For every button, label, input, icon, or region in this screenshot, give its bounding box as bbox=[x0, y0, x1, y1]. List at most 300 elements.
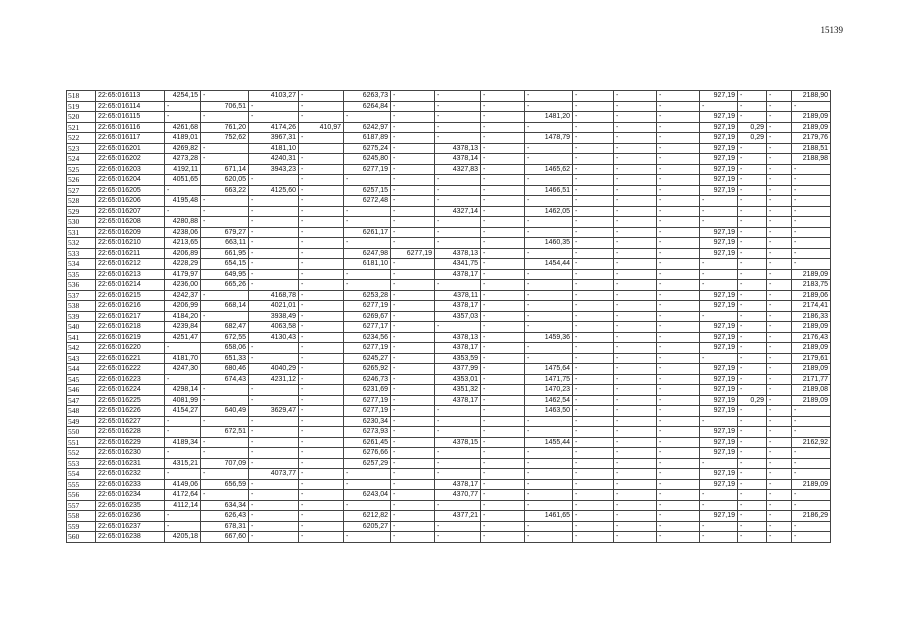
value-cell: 2171,77 bbox=[792, 374, 831, 385]
value-cell: 6187,89 bbox=[344, 133, 391, 144]
table-row bbox=[67, 217, 831, 228]
value-cell: - bbox=[165, 416, 201, 427]
value-cell: - bbox=[657, 500, 700, 511]
value-cell: - bbox=[435, 133, 481, 144]
value-cell: 4378,17 bbox=[435, 269, 481, 280]
value-cell: - bbox=[614, 364, 657, 375]
cadastral-number-cell: 22:65:016218 bbox=[96, 322, 165, 333]
value-cell: - bbox=[435, 101, 481, 112]
table-row bbox=[67, 343, 831, 354]
cadastral-number-cell: 22:65:016230 bbox=[96, 448, 165, 459]
value-cell: - bbox=[738, 269, 767, 280]
value-cell: 927,19 bbox=[700, 427, 738, 438]
value-cell: - bbox=[614, 458, 657, 469]
value-cell: - bbox=[767, 458, 792, 469]
value-cell: - bbox=[525, 532, 573, 543]
cadastral-number-cell: 22:65:016237 bbox=[96, 521, 165, 532]
value-cell: - bbox=[249, 238, 299, 249]
value-cell: - bbox=[657, 416, 700, 427]
value-cell: - bbox=[657, 311, 700, 322]
value-cell: - bbox=[391, 437, 435, 448]
value-cell: - bbox=[525, 248, 573, 259]
value-cell: - bbox=[767, 311, 792, 322]
value-cell: 1462,05 bbox=[525, 206, 573, 217]
row-number-cell: 557 bbox=[67, 500, 96, 511]
value-cell: - bbox=[767, 406, 792, 417]
value-cell: - bbox=[657, 143, 700, 154]
value-cell: 4247,30 bbox=[165, 364, 201, 375]
value-cell: 6245,27 bbox=[344, 353, 391, 364]
value-cell: - bbox=[201, 91, 249, 102]
value-cell: 649,95 bbox=[201, 269, 249, 280]
row-number-cell: 521 bbox=[67, 122, 96, 133]
value-cell: - bbox=[738, 290, 767, 301]
value-cell: 6231,69 bbox=[344, 385, 391, 396]
value-cell: - bbox=[391, 511, 435, 522]
value-cell: - bbox=[299, 248, 344, 259]
value-cell: - bbox=[573, 437, 614, 448]
value-cell: - bbox=[435, 322, 481, 333]
value-cell: 1481,20 bbox=[525, 112, 573, 123]
value-cell: 4172,64 bbox=[165, 490, 201, 501]
value-cell: - bbox=[481, 259, 525, 270]
value-cell: - bbox=[299, 280, 344, 291]
cadastral-number-cell: 22:65:016210 bbox=[96, 238, 165, 249]
value-cell: - bbox=[657, 280, 700, 291]
value-cell: - bbox=[249, 490, 299, 501]
value-cell: 4231,12 bbox=[249, 374, 299, 385]
value-cell: - bbox=[738, 458, 767, 469]
value-cell: 2188,51 bbox=[792, 143, 831, 154]
value-cell: - bbox=[481, 154, 525, 165]
value-cell: - bbox=[767, 416, 792, 427]
page-number: 15139 bbox=[820, 25, 843, 35]
value-cell: - bbox=[573, 458, 614, 469]
cadastral-number-cell: 22:65:016238 bbox=[96, 532, 165, 543]
value-cell: 707,09 bbox=[201, 458, 249, 469]
value-cell: 4298,14 bbox=[165, 385, 201, 396]
value-cell: - bbox=[738, 175, 767, 186]
value-cell: 927,19 bbox=[700, 332, 738, 343]
value-cell: - bbox=[435, 217, 481, 228]
value-cell: - bbox=[767, 521, 792, 532]
value-cell: - bbox=[249, 511, 299, 522]
value-cell: - bbox=[792, 427, 831, 438]
value-cell: 927,19 bbox=[700, 290, 738, 301]
value-cell: - bbox=[299, 385, 344, 396]
value-cell: - bbox=[657, 406, 700, 417]
value-cell: - bbox=[249, 458, 299, 469]
table-row bbox=[67, 154, 831, 165]
cadastral-number-cell: 22:65:016235 bbox=[96, 500, 165, 511]
value-cell: - bbox=[344, 217, 391, 228]
cadastral-number-cell: 22:65:016202 bbox=[96, 154, 165, 165]
value-cell: - bbox=[573, 175, 614, 186]
value-cell: 4357,03 bbox=[435, 311, 481, 322]
value-cell: - bbox=[738, 196, 767, 207]
value-cell: - bbox=[249, 112, 299, 123]
value-cell: - bbox=[249, 437, 299, 448]
row-number-cell: 530 bbox=[67, 217, 96, 228]
value-cell: 4021,01 bbox=[249, 301, 299, 312]
value-cell: - bbox=[165, 511, 201, 522]
value-cell: - bbox=[614, 395, 657, 406]
value-cell: 6257,15 bbox=[344, 185, 391, 196]
value-cell: - bbox=[249, 532, 299, 543]
value-cell: - bbox=[767, 91, 792, 102]
value-cell: 927,19 bbox=[700, 238, 738, 249]
value-cell: - bbox=[614, 101, 657, 112]
value-cell: - bbox=[573, 185, 614, 196]
table-row bbox=[67, 101, 831, 112]
value-cell: 1465,62 bbox=[525, 164, 573, 175]
value-cell: - bbox=[201, 196, 249, 207]
value-cell: - bbox=[391, 154, 435, 165]
value-cell: - bbox=[614, 91, 657, 102]
value-cell: - bbox=[391, 532, 435, 543]
value-cell: - bbox=[738, 164, 767, 175]
value-cell: 2183,75 bbox=[792, 280, 831, 291]
value-cell: - bbox=[792, 227, 831, 238]
value-cell: - bbox=[525, 280, 573, 291]
value-cell: - bbox=[614, 227, 657, 238]
cadastral-number-cell: 22:65:016212 bbox=[96, 259, 165, 270]
value-cell: - bbox=[299, 269, 344, 280]
value-cell: - bbox=[573, 521, 614, 532]
value-cell: - bbox=[481, 511, 525, 522]
value-cell: - bbox=[525, 101, 573, 112]
value-cell: - bbox=[201, 217, 249, 228]
value-cell: - bbox=[481, 416, 525, 427]
value-cell: - bbox=[344, 112, 391, 123]
value-cell: 927,19 bbox=[700, 364, 738, 375]
value-cell: - bbox=[481, 248, 525, 259]
table-row bbox=[67, 500, 831, 511]
value-cell: - bbox=[481, 374, 525, 385]
value-cell: - bbox=[481, 469, 525, 480]
value-cell: - bbox=[614, 322, 657, 333]
value-cell: 4378,17 bbox=[435, 479, 481, 490]
value-cell: 1459,36 bbox=[525, 332, 573, 343]
value-cell: - bbox=[391, 280, 435, 291]
value-cell: 4378,13 bbox=[435, 143, 481, 154]
cadastral-number-cell: 22:65:016217 bbox=[96, 311, 165, 322]
value-cell: - bbox=[614, 248, 657, 259]
value-cell: 674,43 bbox=[201, 374, 249, 385]
value-cell: - bbox=[767, 332, 792, 343]
row-number-cell: 558 bbox=[67, 511, 96, 522]
value-cell: - bbox=[435, 427, 481, 438]
value-cell: 672,51 bbox=[201, 427, 249, 438]
value-cell: - bbox=[481, 164, 525, 175]
value-cell: - bbox=[573, 479, 614, 490]
cadastral-number-cell: 22:65:016223 bbox=[96, 374, 165, 385]
value-cell: - bbox=[614, 500, 657, 511]
row-number-cell: 556 bbox=[67, 490, 96, 501]
value-cell: 663,22 bbox=[201, 185, 249, 196]
value-cell: 927,19 bbox=[700, 437, 738, 448]
value-cell: - bbox=[792, 490, 831, 501]
value-cell: 6277,19 bbox=[344, 301, 391, 312]
value-cell: - bbox=[738, 385, 767, 396]
value-cell: - bbox=[738, 343, 767, 354]
value-cell: 2162,92 bbox=[792, 437, 831, 448]
value-cell: - bbox=[525, 521, 573, 532]
value-cell: - bbox=[435, 532, 481, 543]
value-cell: - bbox=[614, 217, 657, 228]
value-cell: - bbox=[481, 227, 525, 238]
value-cell: 671,14 bbox=[201, 164, 249, 175]
value-cell: 927,19 bbox=[700, 227, 738, 238]
value-cell: - bbox=[299, 521, 344, 532]
value-cell: - bbox=[573, 395, 614, 406]
value-cell: 4377,21 bbox=[435, 511, 481, 522]
value-cell: 4377,99 bbox=[435, 364, 481, 375]
value-cell: 4351,32 bbox=[435, 385, 481, 396]
value-cell: 0,29 bbox=[738, 133, 767, 144]
value-cell: 4238,06 bbox=[165, 227, 201, 238]
value-cell: 2174,41 bbox=[792, 301, 831, 312]
row-number-cell: 528 bbox=[67, 196, 96, 207]
value-cell: - bbox=[700, 490, 738, 501]
value-cell: - bbox=[614, 206, 657, 217]
value-cell: - bbox=[201, 469, 249, 480]
value-cell: - bbox=[573, 290, 614, 301]
table-row bbox=[67, 479, 831, 490]
cadastral-number-cell: 22:65:016225 bbox=[96, 395, 165, 406]
value-cell: 2189,09 bbox=[792, 395, 831, 406]
value-cell: - bbox=[299, 301, 344, 312]
value-cell: - bbox=[165, 374, 201, 385]
cadastral-number-cell: 22:65:016206 bbox=[96, 196, 165, 207]
value-cell: - bbox=[657, 511, 700, 522]
value-cell: - bbox=[657, 364, 700, 375]
value-cell: - bbox=[435, 521, 481, 532]
value-cell: - bbox=[614, 280, 657, 291]
value-cell: - bbox=[614, 154, 657, 165]
value-cell: 4189,34 bbox=[165, 437, 201, 448]
value-cell: 927,19 bbox=[700, 385, 738, 396]
value-cell: 2189,06 bbox=[792, 290, 831, 301]
value-cell: 4181,10 bbox=[249, 143, 299, 154]
value-cell: - bbox=[657, 154, 700, 165]
value-cell: - bbox=[391, 175, 435, 186]
value-cell: 1463,50 bbox=[525, 406, 573, 417]
value-cell: - bbox=[525, 353, 573, 364]
value-cell: - bbox=[299, 311, 344, 322]
value-cell: - bbox=[299, 458, 344, 469]
value-cell: - bbox=[573, 217, 614, 228]
value-cell: 927,19 bbox=[700, 343, 738, 354]
cadastral-number-cell: 22:65:016229 bbox=[96, 437, 165, 448]
row-number-cell: 529 bbox=[67, 206, 96, 217]
value-cell: - bbox=[299, 364, 344, 375]
value-cell: 634,34 bbox=[201, 500, 249, 511]
value-cell: - bbox=[767, 175, 792, 186]
value-cell: 4370,77 bbox=[435, 490, 481, 501]
value-cell: 4378,14 bbox=[435, 154, 481, 165]
value-cell: - bbox=[573, 353, 614, 364]
value-cell: - bbox=[525, 469, 573, 480]
value-cell: - bbox=[201, 143, 249, 154]
value-cell: - bbox=[792, 521, 831, 532]
row-number-cell: 540 bbox=[67, 322, 96, 333]
value-cell: 679,27 bbox=[201, 227, 249, 238]
value-cell: 678,31 bbox=[201, 521, 249, 532]
table-row bbox=[67, 122, 831, 133]
table-row bbox=[67, 227, 831, 238]
value-cell: 663,11 bbox=[201, 238, 249, 249]
value-cell: - bbox=[738, 154, 767, 165]
value-cell: - bbox=[201, 206, 249, 217]
value-cell: - bbox=[391, 269, 435, 280]
value-cell: - bbox=[792, 248, 831, 259]
value-cell: - bbox=[738, 227, 767, 238]
table-row bbox=[67, 248, 831, 259]
value-cell: 4174,26 bbox=[249, 122, 299, 133]
value-cell: - bbox=[573, 406, 614, 417]
value-cell: - bbox=[391, 343, 435, 354]
value-cell: - bbox=[435, 227, 481, 238]
value-cell: - bbox=[573, 164, 614, 175]
value-cell: - bbox=[435, 280, 481, 291]
table-row bbox=[67, 301, 831, 312]
value-cell: - bbox=[767, 532, 792, 543]
value-cell: - bbox=[657, 227, 700, 238]
value-cell: - bbox=[391, 469, 435, 480]
value-cell: - bbox=[525, 479, 573, 490]
cadastral-number-cell: 22:65:016207 bbox=[96, 206, 165, 217]
value-cell: - bbox=[391, 353, 435, 364]
value-cell: 4378,17 bbox=[435, 395, 481, 406]
value-cell: - bbox=[525, 458, 573, 469]
table-row bbox=[67, 469, 831, 480]
value-cell: - bbox=[700, 353, 738, 364]
value-cell: - bbox=[165, 185, 201, 196]
value-cell: - bbox=[738, 91, 767, 102]
value-cell: 4236,00 bbox=[165, 280, 201, 291]
value-cell: 4125,60 bbox=[249, 185, 299, 196]
cadastral-number-cell: 22:65:016227 bbox=[96, 416, 165, 427]
value-cell: - bbox=[525, 448, 573, 459]
value-cell: 2189,09 bbox=[792, 364, 831, 375]
value-cell: - bbox=[657, 185, 700, 196]
value-cell: - bbox=[614, 185, 657, 196]
value-cell: 4228,29 bbox=[165, 259, 201, 270]
value-cell: 4081,99 bbox=[165, 395, 201, 406]
value-cell: - bbox=[249, 343, 299, 354]
value-cell: - bbox=[435, 185, 481, 196]
value-cell: - bbox=[525, 154, 573, 165]
value-cell: - bbox=[767, 280, 792, 291]
value-cell: - bbox=[614, 437, 657, 448]
value-cell: - bbox=[573, 101, 614, 112]
value-cell: 4206,99 bbox=[165, 301, 201, 312]
value-cell: - bbox=[391, 458, 435, 469]
table-row bbox=[67, 143, 831, 154]
value-cell: - bbox=[657, 259, 700, 270]
value-cell: - bbox=[481, 269, 525, 280]
table-row bbox=[67, 332, 831, 343]
cadastral-number-cell: 22:65:016232 bbox=[96, 469, 165, 480]
value-cell: 4181,70 bbox=[165, 353, 201, 364]
row-number-cell: 547 bbox=[67, 395, 96, 406]
value-cell: 1455,44 bbox=[525, 437, 573, 448]
value-cell: - bbox=[738, 490, 767, 501]
value-cell: - bbox=[767, 427, 792, 438]
value-cell: - bbox=[792, 217, 831, 228]
value-cell: - bbox=[657, 448, 700, 459]
value-cell: - bbox=[657, 332, 700, 343]
table-row bbox=[67, 269, 831, 280]
value-cell: - bbox=[614, 164, 657, 175]
value-cell: - bbox=[481, 206, 525, 217]
value-cell: 4378,17 bbox=[435, 343, 481, 354]
value-cell: 4378,17 bbox=[435, 301, 481, 312]
value-cell: - bbox=[767, 238, 792, 249]
cadastral-number-cell: 22:65:016213 bbox=[96, 269, 165, 280]
value-cell: - bbox=[767, 385, 792, 396]
value-cell: - bbox=[614, 511, 657, 522]
value-cell: 4353,01 bbox=[435, 374, 481, 385]
value-cell: - bbox=[738, 259, 767, 270]
value-cell: - bbox=[738, 511, 767, 522]
value-cell: 4341,75 bbox=[435, 259, 481, 270]
cadastral-number-cell: 22:65:016203 bbox=[96, 164, 165, 175]
table-row bbox=[67, 395, 831, 406]
value-cell: 4315,21 bbox=[165, 458, 201, 469]
value-cell: - bbox=[249, 353, 299, 364]
value-cell: - bbox=[792, 175, 831, 186]
table-row bbox=[67, 458, 831, 469]
value-cell: - bbox=[481, 490, 525, 501]
value-cell: - bbox=[573, 227, 614, 238]
value-cell: - bbox=[391, 332, 435, 343]
value-cell: 761,20 bbox=[201, 122, 249, 133]
value-cell: 4112,14 bbox=[165, 500, 201, 511]
value-cell: - bbox=[525, 427, 573, 438]
value-cell: - bbox=[767, 437, 792, 448]
value-cell: - bbox=[700, 196, 738, 207]
value-cell: - bbox=[249, 196, 299, 207]
value-cell: - bbox=[738, 427, 767, 438]
value-cell: - bbox=[792, 448, 831, 459]
value-cell: - bbox=[299, 353, 344, 364]
value-cell: - bbox=[435, 122, 481, 133]
value-cell: - bbox=[165, 343, 201, 354]
value-cell: - bbox=[525, 290, 573, 301]
value-cell: 4051,65 bbox=[165, 175, 201, 186]
value-cell: - bbox=[573, 490, 614, 501]
value-cell: - bbox=[481, 458, 525, 469]
value-cell: - bbox=[614, 311, 657, 322]
value-cell: - bbox=[249, 427, 299, 438]
value-cell: - bbox=[249, 280, 299, 291]
value-cell: 0,29 bbox=[738, 122, 767, 133]
value-cell: - bbox=[525, 490, 573, 501]
cadastral-number-cell: 22:65:016220 bbox=[96, 343, 165, 354]
value-cell: 4239,84 bbox=[165, 322, 201, 333]
value-cell: - bbox=[391, 143, 435, 154]
table-row bbox=[67, 206, 831, 217]
value-cell: - bbox=[481, 448, 525, 459]
value-cell: - bbox=[435, 406, 481, 417]
value-cell: 4378,11 bbox=[435, 290, 481, 301]
value-cell: 6257,29 bbox=[344, 458, 391, 469]
value-cell: - bbox=[481, 437, 525, 448]
cadastral-number-cell: 22:65:016208 bbox=[96, 217, 165, 228]
value-cell: - bbox=[657, 217, 700, 228]
